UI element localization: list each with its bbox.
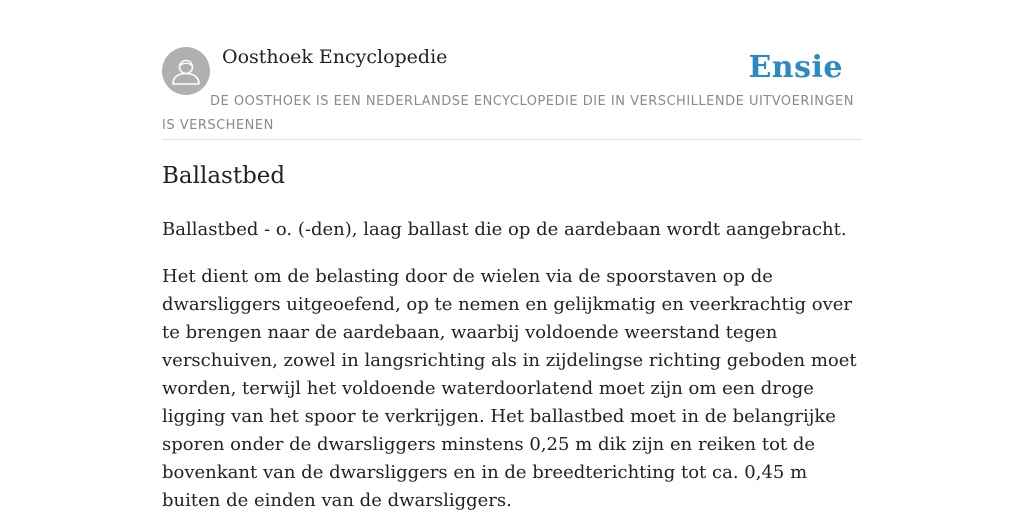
user-avatar-icon[interactable]: [162, 47, 210, 95]
header-divider: [162, 139, 862, 140]
ensie-logo[interactable]: Ensie: [748, 50, 843, 85]
site-name-link[interactable]: Oosthoek Encyclopedie: [222, 46, 448, 68]
site-tagline: DE OOSTHOEK IS EEN NEDERLANDSE ENCYCLOPEDIE DIE IN VERSCHILLENDE UITVOERINGEN IS VERSCHENEN: [162, 94, 854, 133]
article-body: Het dient om de belasting door de wielen via de spoorstaven op de dwarsliggers uitgeoefend, op te nemen en gelijkmatig en veerkrachtig over te brengen naar de aardebaan, waarbij voldoende weerstand tegen verschuiven, zowel in langsrichting als in zijdelingse richting geboden moet worden, terwijl het voldoende waterdoorlatend moet zijn om een droge ligging van het spoor te verkrijgen. Het ballastbed moet in de belangrijke sporen onder de dwarsliggers minstens 0,25 m dik zijn en reiken tot de bovenkant van de dwarsliggers en in de breedterichting tot ca. 0,45 m buiten de einden van de dwarsliggers.: [162, 266, 857, 511]
page-title: Ballastbed: [162, 163, 286, 189]
person-outline-icon: [162, 47, 210, 95]
article-definition: Ballastbed - o. (-den), laag ballast die op de aardebaan wordt aangebracht.: [162, 219, 847, 240]
